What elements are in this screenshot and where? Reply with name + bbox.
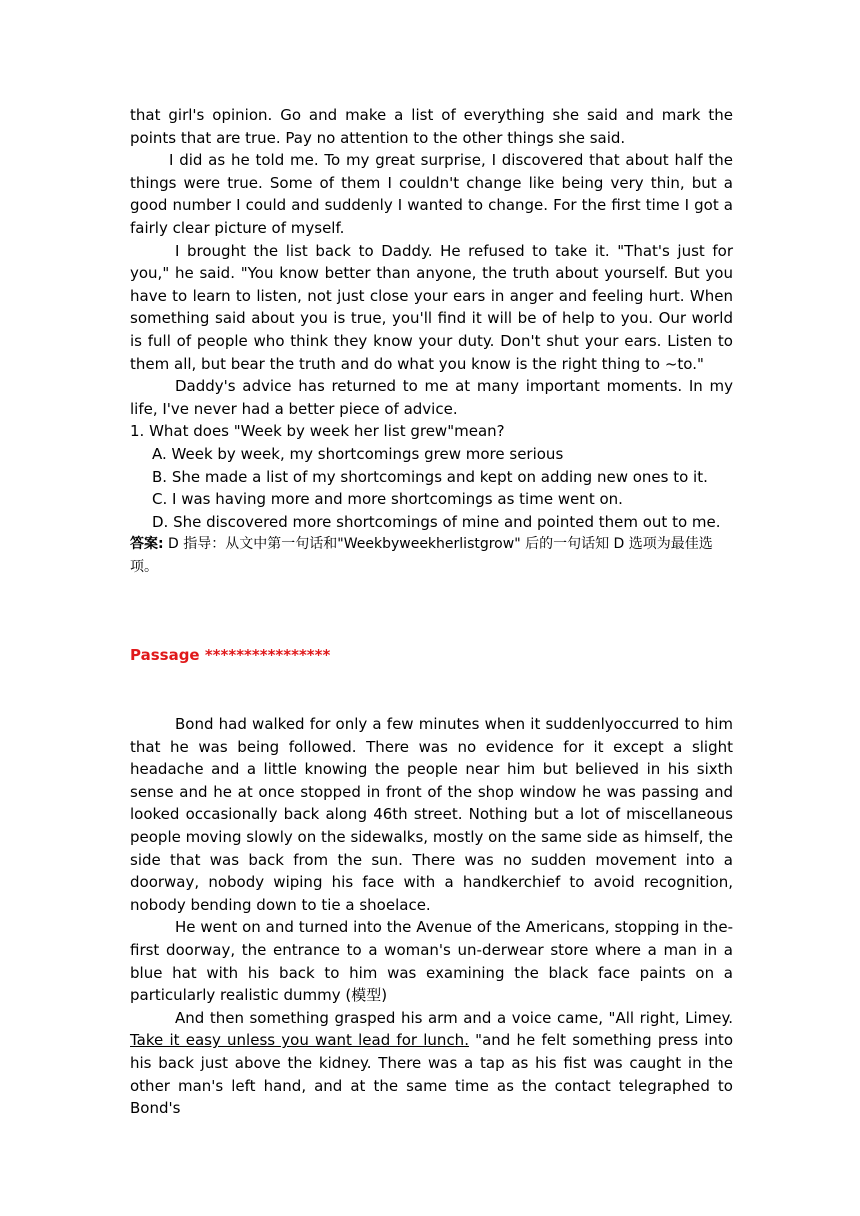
paragraph: Bond had walked for only a few minutes when it suddenlyoccurred to him that he was being followed. There was no evidence for it except a slight headache and a little knowing the people near him but believed in his sixth sense and he at once stopped in front of the shop window he was passing and looked occasionally back along 46th street. Nothing but a lot of miscellaneous people moving slowly on the sidewalks, mostly on the same side as himself, the side that was back from the sun. There was no sudden movement into a doorway, nobody wiping his face with a handkerchief to avoid recognition, nobody bending down to tie a shoelace. (130, 715, 733, 914)
paragraph: Daddy's advice has returned to me at many important moments. In my life, I've never had a better piece of advice. (130, 377, 733, 418)
question-option: B. She made a list of my shortcomings and kept on adding new ones to it. (152, 467, 708, 486)
section-1 (130, 104, 733, 578)
paragraph (130, 1007, 733, 1120)
paragraph: I brought the list back to Daddy. He refused to take it. "That's just for you," he said. "You know better than anyone, the truth about yourself. But you have to learn to listen, not just close your ears in anger and feeling hurt. When something said about you is true, you'll find it will be of help to you. Our world is full of people who think they know your duty. Don't shut your ears. Listen to them all, but bear the truth and do what you know is the right thing to ~to." (130, 241, 733, 373)
question-option: A. Week by week, my shortcomings grew more serious (152, 444, 564, 463)
section-2 (130, 713, 733, 1120)
underlined-sentence: Take it easy unless you want lead for lunch. (130, 1031, 469, 1050)
question-text: 1. What does "Week by week her list grew"mean? (130, 422, 505, 441)
question-option: C. I was having more and more shortcomings as time went on. (152, 490, 623, 509)
paragraph-text: "and he felt something press into his back just above the kidney. There was a tap as his fist was caught in the other man's left hand, and at the same time as the contact telegraphed to Bond's (130, 1031, 733, 1118)
answer-text: D 指导：从文中第一句话和"Weekbyweekherlistgrow" 后的一句话知 D 选项为最佳选项。 (130, 536, 713, 575)
question-option: D. She discovered more shortcomings of mine and pointed them out to me. (152, 512, 721, 531)
paragraph-text: And then something grasped his arm and a voice came, "All right, Limey. (175, 1008, 733, 1027)
answer-label: 答案: (130, 536, 164, 553)
passage-title: Passage **************** (130, 646, 331, 664)
answer (130, 533, 733, 578)
paragraph: He went on and turned into the Avenue of the Americans, stopping in the-first doorway, the entrance to a woman's un-derwear store where a man in a blue hat with his back to him was examining the black face paints on a particularly realistic dummy (模型) (130, 918, 733, 1005)
paragraph: that girl's opinion. Go and make a list of everything she said and mark the points that are true. Pay no attention to the other things she said. (130, 106, 733, 147)
paragraph: I did as he told me. To my great surprise, I discovered that about half the things were true. Some of them I couldn't change like being very thin, but a good number I could and suddenly I wanted to change. For the first time I got a fairly clear picture of myself. (130, 151, 733, 237)
